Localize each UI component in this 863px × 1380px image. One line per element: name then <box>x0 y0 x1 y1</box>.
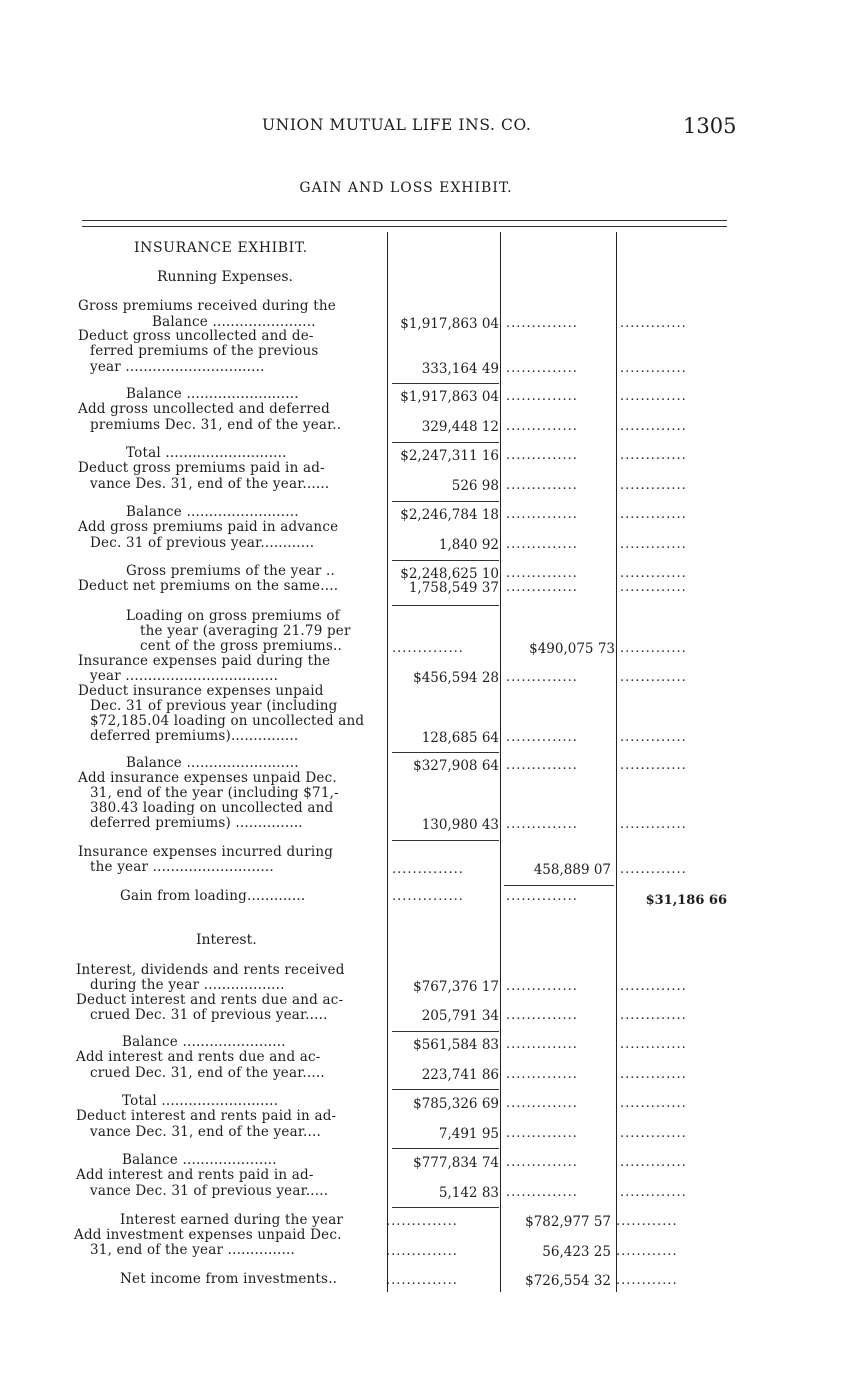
row-label: Deduct net premiums on the same.... <box>78 578 339 594</box>
sum-rule <box>392 442 499 443</box>
dot-leader: ............. <box>620 641 687 656</box>
dot-leader: .............. <box>506 478 578 493</box>
sum-rule <box>392 605 499 606</box>
sum-rule <box>392 1207 499 1208</box>
dot-leader: ............. <box>620 566 687 581</box>
dot-leader: ............. <box>620 448 687 463</box>
amount-cell: $782,977 57 <box>525 1214 611 1230</box>
sum-rule <box>392 560 499 561</box>
amount-cell: $2,246,784 18 <box>400 507 499 523</box>
row-label: vance Dec. 31 of previous year..... <box>90 1183 329 1199</box>
amount-cell: 56,423 25 <box>542 1244 611 1260</box>
row-label: Loading on gross premiums of <box>126 608 340 624</box>
dot-leader: ............. <box>620 1037 687 1052</box>
dot-leader: .............. <box>506 448 578 463</box>
dot-leader: ............. <box>620 537 687 552</box>
amount-cell: $785,326 69 <box>413 1096 499 1112</box>
sum-rule <box>392 752 499 753</box>
sum-rule <box>392 383 499 384</box>
sum-rule <box>392 1148 499 1149</box>
amount-cell: $1,917,863 04 <box>400 316 499 332</box>
amount-cell: 130,980 43 <box>421 817 499 833</box>
dot-leader: .............. <box>506 730 578 745</box>
row-label: Net income from investments.. <box>120 1271 338 1287</box>
dot-leader: .............. <box>506 1096 578 1111</box>
row-label: year ............................... <box>90 359 265 375</box>
dot-leader: .............. <box>506 580 578 595</box>
dot-leader: ............. <box>620 1067 687 1082</box>
dot-leader: .............. <box>506 979 578 994</box>
row-label: Balance ....................... <box>122 1034 286 1050</box>
row-label: Balance ......................... <box>126 755 299 771</box>
column-rule-3 <box>616 232 617 1292</box>
amount-cell: $2,248,625 10 <box>400 566 499 582</box>
row-label: Gain from loading............. <box>120 888 306 904</box>
amount-cell: $2,247,311 16 <box>400 448 499 464</box>
row-label: Insurance expenses paid during the <box>78 653 331 669</box>
dot-leader: .............. <box>506 537 578 552</box>
subsection-heading-interest: Interest. <box>196 932 257 948</box>
dot-leader: .............. <box>506 1067 578 1082</box>
row-label: Add interest and rents paid in ad- <box>76 1167 314 1183</box>
dot-leader: ............. <box>620 1185 687 1200</box>
dot-leader: ............. <box>620 758 687 773</box>
dot-leader: ............. <box>620 670 687 685</box>
row-label: Add interest and rents due and ac- <box>76 1049 321 1065</box>
amount-cell: $490,075 73 <box>529 641 615 657</box>
row-label: 31, end of the year (including $71,- <box>90 785 339 801</box>
row-label: 380.43 loading on uncollected and <box>90 800 334 816</box>
row-label: Add gross uncollected and deferred <box>78 401 330 417</box>
sum-rule <box>392 1031 499 1032</box>
dot-leader: .............. <box>506 1155 578 1170</box>
row-label: Balance ......................... <box>126 504 299 520</box>
row-label: Gross premiums of the year .. <box>126 563 336 579</box>
page-number: 1305 <box>683 114 737 138</box>
dot-leader: ............. <box>620 389 687 404</box>
amount-cell: 128,685 64 <box>421 730 499 746</box>
row-label: Balance ......................... <box>126 386 299 402</box>
dot-leader: .............. <box>506 1126 578 1141</box>
dot-leader: ............. <box>620 507 687 522</box>
amount-cell: 333,164 49 <box>421 361 499 377</box>
row-label: Add insurance expenses unpaid Dec. <box>78 770 337 786</box>
dot-leader: .............. <box>506 889 578 904</box>
dot-leader: .............. <box>506 361 578 376</box>
dot-leader: .............. <box>392 862 464 877</box>
row-label: Gross premiums received during the <box>78 298 336 314</box>
amount-cell: 7,491 95 <box>438 1126 499 1142</box>
amount-cell: $777,834 74 <box>413 1155 499 1171</box>
dot-leader: ............ <box>616 1273 678 1288</box>
row-label: Deduct gross uncollected and de- <box>78 328 314 344</box>
row-label: 31, end of the year ............... <box>90 1242 295 1258</box>
dot-leader: ............. <box>620 979 687 994</box>
amount-cell: 1,758,549 37 <box>408 580 499 596</box>
row-label: Deduct interest and rents paid in ad- <box>76 1108 337 1124</box>
gain-total-cell: $31,186 66 <box>645 893 727 908</box>
column-rule-2 <box>500 232 501 1292</box>
dot-leader: ............ <box>616 1244 678 1259</box>
dot-leader: ............ <box>616 1214 678 1229</box>
dot-leader: .............. <box>506 817 578 832</box>
row-label: cent of the gross premiums.. <box>140 638 342 654</box>
amount-cell: $456,594 28 <box>413 670 499 686</box>
row-label: Dec. 31 of previous year (including <box>90 698 338 714</box>
row-label: during the year .................. <box>90 977 285 993</box>
dot-leader: .............. <box>506 758 578 773</box>
section-heading-insurance: INSURANCE EXHIBIT. <box>134 240 308 256</box>
amount-cell: $767,376 17 <box>413 979 499 995</box>
row-label: year .................................. <box>90 668 279 684</box>
amount-cell: $726,554 32 <box>525 1273 611 1289</box>
amount-cell: 1,840 92 <box>438 537 499 553</box>
row-label: Insurance expenses incurred during <box>78 844 334 860</box>
dot-leader: ............. <box>620 817 687 832</box>
sum-rule <box>392 840 499 841</box>
amount-cell: $1,917,863 04 <box>400 389 499 405</box>
amount-cell: $327,908 64 <box>413 758 499 774</box>
page-title: GAIN AND LOSS EXHIBIT. <box>299 180 513 196</box>
dot-leader: .............. <box>386 1244 458 1259</box>
sum-rule <box>504 885 614 886</box>
amount-cell: 329,448 12 <box>421 419 499 435</box>
dot-leader: .............. <box>506 670 578 685</box>
row-label: crued Dec. 31 of previous year..... <box>90 1007 328 1023</box>
top-rule-2 <box>82 226 727 227</box>
amount-cell: 223,741 86 <box>421 1067 499 1083</box>
row-label: the year (averaging 21.79 per <box>140 623 351 639</box>
top-rule-1 <box>82 220 727 221</box>
row-label: Deduct insurance expenses unpaid <box>78 683 324 699</box>
dot-leader: .............. <box>386 1214 458 1229</box>
row-label: the year ........................... <box>90 859 274 875</box>
row-label: Deduct gross premiums paid in ad- <box>78 460 325 476</box>
row-label: Interest earned during the year <box>120 1212 344 1228</box>
amount-cell: 458,889 07 <box>533 862 611 878</box>
dot-leader: .............. <box>392 889 464 904</box>
amount-cell: 526 98 <box>451 478 499 494</box>
dot-leader: .............. <box>506 1037 578 1052</box>
dot-leader: ............. <box>620 1155 687 1170</box>
sum-rule <box>392 1089 499 1090</box>
dot-leader: .............. <box>386 1273 458 1288</box>
row-label: Total ........................... <box>126 445 287 461</box>
dot-leader: ............. <box>620 478 687 493</box>
amount-cell: $561,584 83 <box>413 1037 499 1053</box>
dot-leader: .............. <box>506 419 578 434</box>
amount-cell: 205,791 34 <box>421 1008 499 1024</box>
row-label: deferred premiums) ............... <box>90 815 303 831</box>
row-label: $72,185.04 loading on uncollected and <box>90 713 365 729</box>
dot-leader: ............. <box>620 580 687 595</box>
dot-leader: .............. <box>506 1185 578 1200</box>
row-label: vance Des. 31, end of the year...... <box>90 476 330 492</box>
row-label: Dec. 31 of previous year............ <box>90 535 315 551</box>
amount-cell: 5,142 83 <box>438 1185 499 1201</box>
dot-leader: ............. <box>620 361 687 376</box>
dot-leader: .............. <box>392 641 464 656</box>
row-label: crued Dec. 31, end of the year..... <box>90 1065 325 1081</box>
subsection-heading-running-expenses: Running Expenses. <box>157 269 293 285</box>
dot-leader: .............. <box>506 566 578 581</box>
running-head: UNION MUTUAL LIFE INS. CO. <box>262 116 532 134</box>
row-label: Add investment expenses unpaid Dec. <box>74 1227 342 1243</box>
dot-leader: .............. <box>506 1008 578 1023</box>
dot-leader: .............. <box>506 507 578 522</box>
dot-leader: .............. <box>506 316 578 331</box>
row-label: vance Dec. 31, end of the year.... <box>90 1124 321 1140</box>
dot-leader: ............. <box>620 1008 687 1023</box>
row-label: ferred premiums of the previous <box>90 343 319 359</box>
dot-leader: ............. <box>620 730 687 745</box>
row-label: Deduct interest and rents due and ac- <box>76 992 344 1008</box>
row-label: Interest, dividends and rents received <box>76 962 345 978</box>
dot-leader: ............. <box>620 1096 687 1111</box>
row-label: Balance ..................... <box>122 1152 277 1168</box>
row-label: deferred premiums)............... <box>90 728 299 744</box>
row-label: premiums Dec. 31, end of the year.. <box>90 417 342 433</box>
dot-leader: ............. <box>620 1126 687 1141</box>
column-rule-1 <box>387 232 388 1292</box>
dot-leader: ............. <box>620 419 687 434</box>
dot-leader: ............. <box>620 316 687 331</box>
row-label: Total .......................... <box>122 1093 279 1109</box>
sum-rule <box>392 501 499 502</box>
dot-leader: ............. <box>620 862 687 877</box>
dot-leader: .............. <box>506 389 578 404</box>
row-label: Add gross premiums paid in advance <box>78 519 339 535</box>
row-label: Balance ....................... <box>152 314 316 330</box>
